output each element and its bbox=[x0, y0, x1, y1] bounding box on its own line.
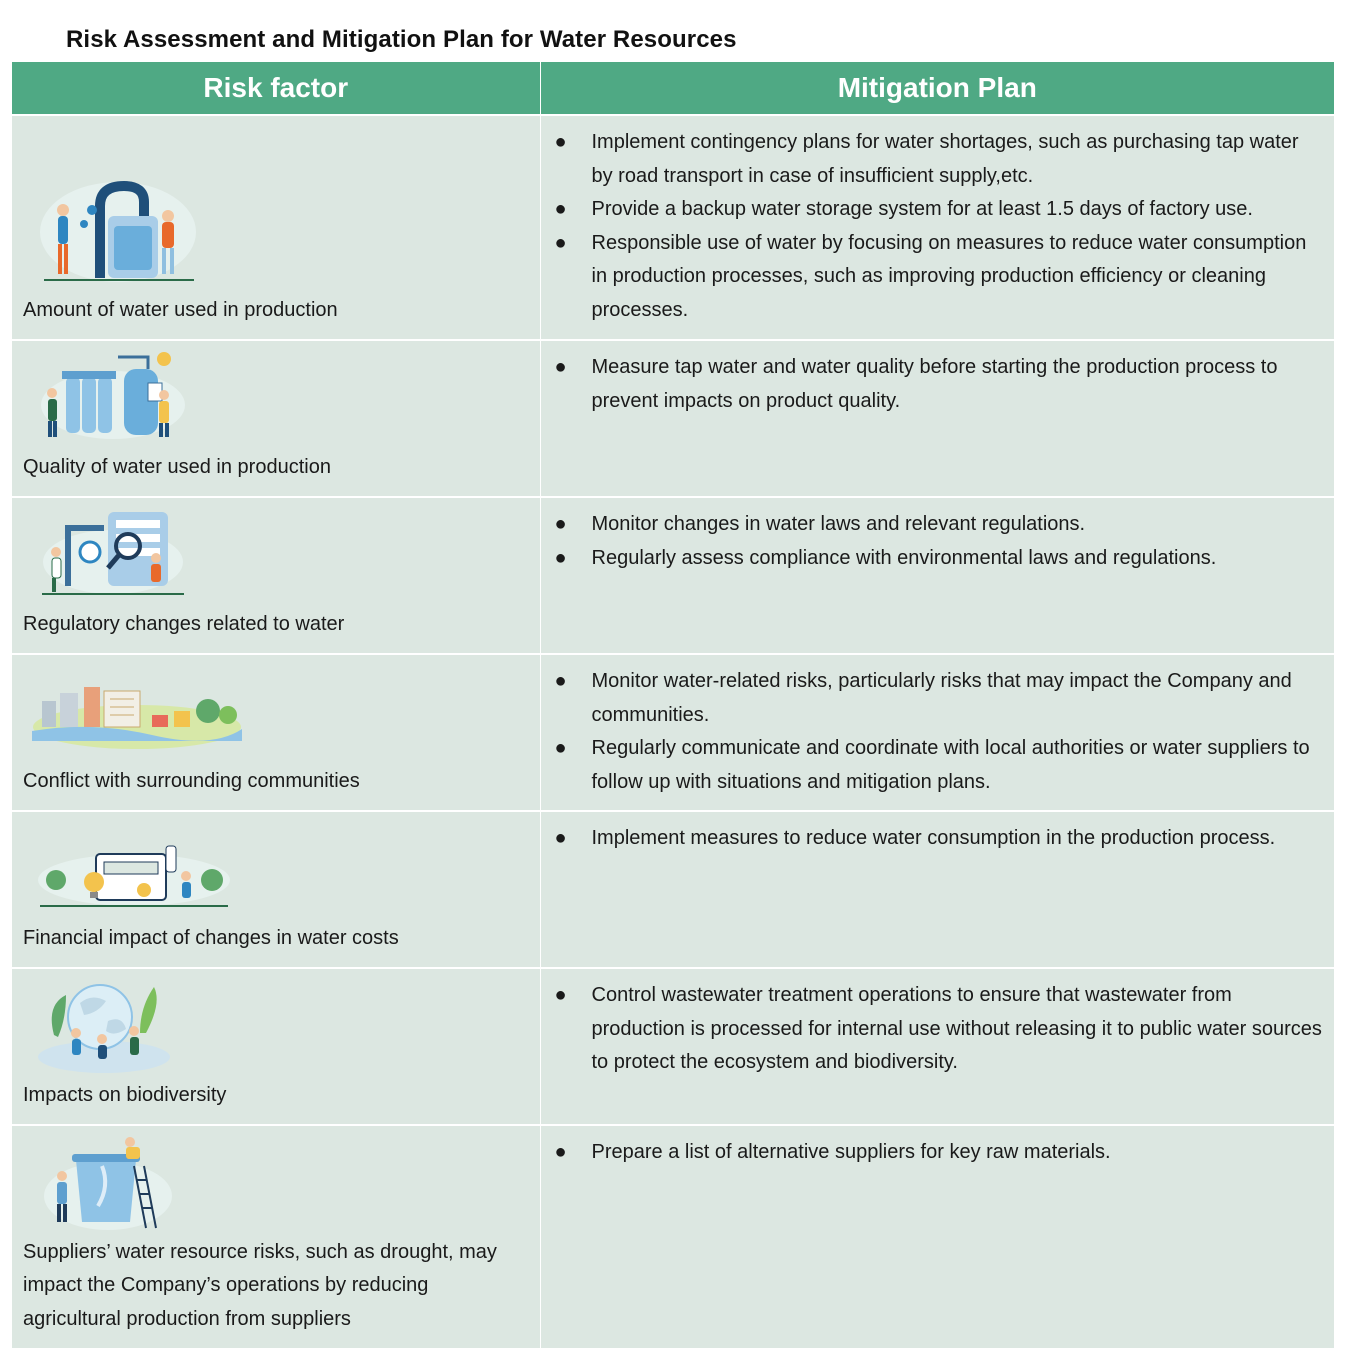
table-row bbox=[12, 654, 1334, 811]
mitigation-item: ● Implement measures to reduce water consumption in the production process. bbox=[541, 822, 1325, 856]
mitigation-item: ● Monitor water-related risks, particularly risks that may impact the Company and communities. bbox=[541, 665, 1325, 732]
bullet-icon: ● bbox=[554, 546, 567, 569]
risk-factor-cell bbox=[12, 497, 540, 654]
bullet-icon: ● bbox=[554, 356, 567, 378]
bullet-icon: ● bbox=[554, 827, 567, 849]
mitigation-plan-cell bbox=[540, 811, 1334, 968]
bullet-icon: ● bbox=[554, 131, 567, 153]
mitigation-list bbox=[541, 969, 1335, 1090]
table-row bbox=[12, 340, 1334, 497]
risk-factor-label: Suppliers’ water resource risks, such as drought, may impact the Company’s operations by reducing agricultural production from suppliers bbox=[23, 1240, 497, 1330]
regulation-inspection-illustration-icon bbox=[38, 506, 188, 596]
water-tank-ladder-illustration-icon bbox=[42, 1136, 174, 1232]
mitigation-item: ● Prepare a list of alternative suppliers for key raw materials. bbox=[541, 1136, 1325, 1170]
risk-factor-label: Conflict with surrounding communities bbox=[23, 769, 360, 792]
risk-factor-label: Regulatory changes related to water bbox=[23, 612, 345, 635]
bullet-icon: ● bbox=[554, 513, 567, 535]
mitigation-item: ● Regularly assess compliance with environmental laws and regulations. bbox=[541, 542, 1325, 576]
bullet-icon: ● bbox=[554, 198, 567, 220]
table-row bbox=[12, 811, 1334, 968]
bullet-icon: ● bbox=[554, 737, 567, 759]
mitigation-item: ● Measure tap water and water quality before starting the production process to prevent impacts on product quality. bbox=[541, 351, 1325, 418]
risk-factor-cell bbox=[12, 654, 540, 811]
header-risk-factor: Risk factor bbox=[12, 62, 540, 115]
risk-factor-label: Quality of water used in production bbox=[23, 455, 331, 478]
risk-factor-cell bbox=[12, 968, 540, 1125]
mitigation-plan-cell bbox=[540, 340, 1334, 497]
risk-factor-label: Impacts on biodiversity bbox=[23, 1083, 227, 1106]
bullet-icon: ● bbox=[554, 670, 567, 692]
water-tap-illustration-icon bbox=[38, 176, 198, 284]
mitigation-item: ● Provide a backup water storage system for at least 1.5 days of factory use. bbox=[541, 193, 1325, 227]
mitigation-list bbox=[541, 498, 1335, 585]
table-row bbox=[12, 1125, 1334, 1348]
header-mitigation-plan: Mitigation Plan bbox=[540, 62, 1334, 115]
globe-biodiversity-illustration-icon bbox=[36, 975, 172, 1075]
mitigation-item: ● Monitor changes in water laws and relevant regulations. bbox=[541, 508, 1325, 542]
risk-table bbox=[12, 62, 1334, 1348]
risk-factor-cell bbox=[12, 115, 540, 340]
mitigation-item: ● Regularly communicate and coordinate with local authorities or water suppliers to follow up with situations and mitigation plans. bbox=[541, 732, 1325, 799]
risk-factor-label: Amount of water used in production bbox=[23, 298, 338, 321]
bullet-icon: ● bbox=[554, 984, 567, 1006]
table-row bbox=[12, 497, 1334, 654]
mitigation-item: ● Implement contingency plans for water shortages, such as purchasing tap water by road transport in case of insufficient supply,etc. bbox=[541, 126, 1325, 193]
mitigation-list bbox=[541, 341, 1335, 428]
risk-factor-cell bbox=[12, 1125, 540, 1348]
mitigation-list bbox=[541, 1126, 1335, 1180]
mitigation-list bbox=[541, 655, 1335, 809]
mitigation-list bbox=[541, 812, 1335, 866]
community-landscape-illustration-icon bbox=[32, 681, 242, 751]
bullet-icon: ● bbox=[554, 231, 567, 254]
mitigation-plan-cell bbox=[540, 1125, 1334, 1348]
risk-factor-cell bbox=[12, 340, 540, 497]
mitigation-list bbox=[541, 116, 1335, 337]
table-row bbox=[12, 968, 1334, 1125]
water-filter-illustration-icon bbox=[38, 349, 188, 441]
mitigation-item: ● Responsible use of water by focusing on measures to reduce water consumption in production processes, such as improving production efficiency or cleaning processes. bbox=[541, 227, 1325, 328]
mitigation-plan-cell bbox=[540, 115, 1334, 340]
mitigation-item: ● Control wastewater treatment operations to ensure that wastewater from production is processed for internal use without releasing it to public water sources to protect the ecosystem and biodiversity. bbox=[541, 979, 1325, 1080]
risk-factor-label: Financial impact of changes in water costs bbox=[23, 926, 399, 949]
risk-factor-cell bbox=[12, 811, 540, 968]
document-title: Risk Assessment and Mitigation Plan for Water Resources bbox=[66, 26, 737, 53]
mitigation-plan-cell bbox=[540, 968, 1334, 1125]
mitigation-plan-cell bbox=[540, 497, 1334, 654]
mitigation-plan-cell bbox=[540, 654, 1334, 811]
table-row bbox=[12, 115, 1334, 340]
utility-meter-illustration-icon bbox=[36, 836, 232, 908]
table-header-row bbox=[12, 62, 1334, 115]
bullet-icon: ● bbox=[554, 1141, 567, 1163]
